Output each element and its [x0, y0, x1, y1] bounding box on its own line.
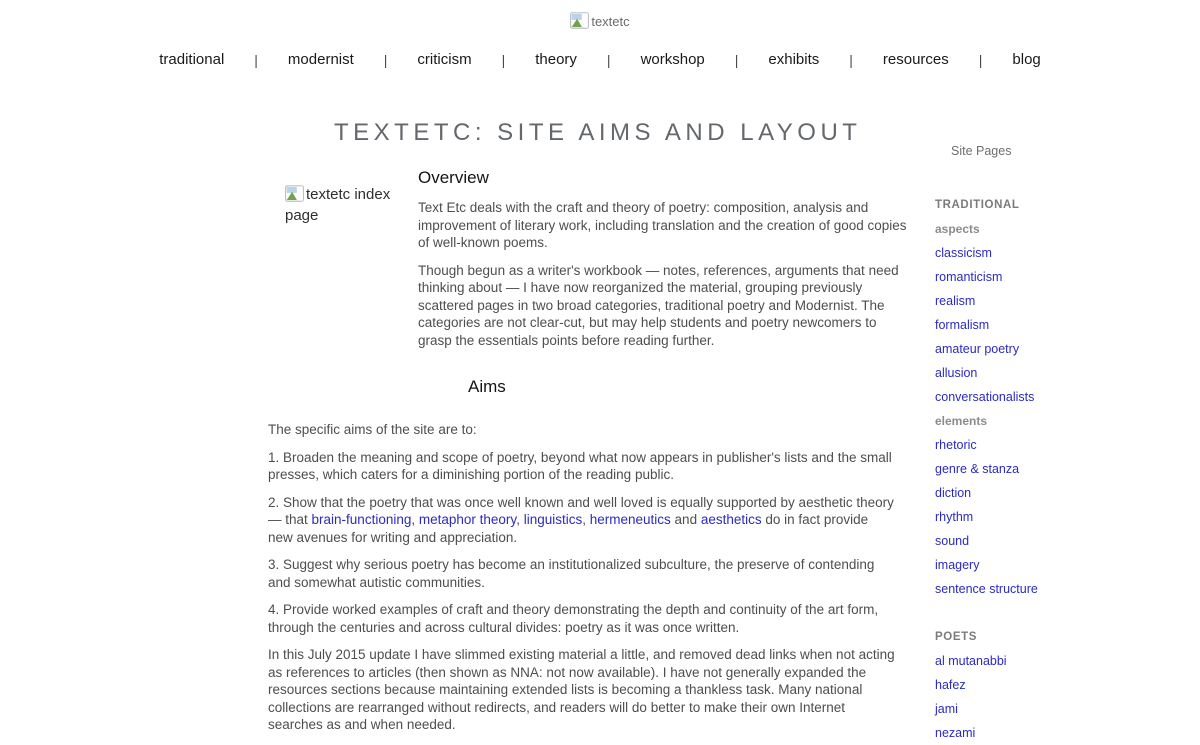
inline-link-brain-functioning[interactable]: brain-functioning [311, 512, 412, 527]
aims-points [268, 449, 895, 637]
aims-point: 4. Provide worked examples of craft and theory demonstrating the depth and continuity of the art form, through the centuries and across cultural divides: poetry as it was once written. [268, 602, 879, 635]
nav-item-exhibits[interactable]: exhibits [768, 51, 820, 68]
sidebar-item-jami[interactable]: jami [935, 702, 958, 716]
sidebar-item-genre-stanza[interactable]: genre & stanza [935, 462, 1020, 476]
sidebar-sections [935, 193, 1065, 745]
aims-point: 1. Broaden the meaning and scope of poetry, beyond what now appears in publisher's lists and the small presses, which caters for a diminishing portion of the reading public. [268, 449, 892, 482]
broken-image-icon [570, 12, 589, 32]
inline-link-aesthetics[interactable]: aesthetics [700, 512, 762, 527]
nav-item-modernist[interactable]: modernist [287, 51, 354, 68]
sidebar-item-romanticism[interactable]: romanticism [935, 270, 1003, 284]
sidebar-item-conversationalists[interactable]: conversationalists [935, 390, 1035, 404]
sidebar-item-classicism[interactable]: classicism [935, 246, 992, 260]
aims-point: 2. Show that the poetry that was once well known and well loved is equally supported by aesthetic theory — that brain-functioning, metaphor theory, linguistics, hermeneutics and aesthetics do in fact provide new avenues for writing and appreciation. [268, 494, 894, 545]
sidebar-item-sentence-structure[interactable]: sentence structure [935, 582, 1038, 596]
site-logo [0, 12, 1200, 32]
sidebar-item-nezami[interactable]: nezami [935, 726, 976, 740]
nav-separator: | [254, 51, 258, 68]
sidebar-item-amateur-poetry[interactable]: amateur poetry [935, 342, 1020, 356]
nav-item-traditional[interactable]: traditional [159, 51, 225, 68]
site-logo-alt-text: textetc [591, 14, 630, 29]
broken-image-icon [285, 185, 304, 207]
aims-heading: Aims [468, 377, 506, 396]
sidebar-item-allusion[interactable]: allusion [935, 366, 978, 380]
nav-separator: | [849, 51, 853, 68]
overview-section [285, 168, 907, 359]
sidebar-item-rhythm[interactable]: rhythm [935, 510, 974, 524]
sidebar-title: Site Pages [951, 144, 1012, 158]
update-note: In this July 2015 update I have slimmed existing material a little, and removed dead links when not acting as references to articles (then shown as NNA: not now available). I have not generally expanded the resources sections because maintaining extended lists is becoming a thankless task. Many national collections are rearranged without redirects, and readers will do better to make their own Internet searches as and when needed. [268, 647, 895, 732]
nav-separator: | [978, 51, 983, 68]
sidebar-item-sound[interactable]: sound [935, 534, 970, 548]
index-image-alt-text: textetc index page [285, 186, 391, 224]
aims-body [268, 421, 895, 744]
sidebar [935, 139, 1065, 745]
sidebar-item-diction[interactable]: diction [935, 486, 972, 500]
nav-separator: | [606, 51, 611, 68]
nav-item-theory[interactable]: theory [535, 51, 577, 68]
sidebar-item-imagery[interactable]: imagery [935, 558, 980, 572]
overview-paragraph: Though begun as a writer's workbook — notes, references, arguments that need thinking about — I have now reorganized the material, grouping previously scattered pages in two broad categories, traditional poetry and Modernist. The categories are not clear-cut, but may help students and poetry newcomers to grasp the essentials points before reading further. [418, 262, 899, 348]
overview-heading: Overview [418, 168, 489, 187]
sidebar-item-realism[interactable]: realism [935, 294, 976, 308]
sidebar-item-formalism[interactable]: formalism [935, 318, 990, 332]
index-page-image-placeholder[interactable] [285, 168, 418, 359]
sidebar-item-rhetoric[interactable]: rhetoric [935, 438, 977, 452]
overview-paragraph: Text Etc deals with the craft and theory of poetry: composition, analysis and improvement of literary work, including translation and the creation of good copies of well-known poems. [418, 200, 907, 250]
overview-paragraphs [418, 199, 907, 349]
inline-link-hermeneutics[interactable]: hermeneutics [589, 512, 671, 527]
nav-item-workshop[interactable]: workshop [640, 51, 705, 68]
sidebar-item-hafez[interactable]: hafez [935, 678, 966, 692]
page-title: TEXTETC: SITE AIMS AND LAYOUT [334, 119, 862, 146]
inline-link-linguistics[interactable]: linguistics [523, 512, 583, 527]
overview-column [418, 168, 907, 359]
sidebar-section-heading-poets: POETS [935, 631, 977, 643]
aims-intro: The specific aims of the site are to: [268, 422, 477, 437]
sidebar-item-aspects: aspects [935, 222, 980, 236]
nav-separator: | [383, 51, 388, 68]
nav-item-resources[interactable]: resources [882, 51, 949, 68]
top-navigation [0, 51, 1200, 68]
sidebar-item-elements: elements [935, 414, 988, 428]
aims-point: 3. Suggest why serious poetry has become an institutionalized subculture, the preserve of contending and somewhat autistic communities. [268, 557, 875, 590]
nav-separator: | [501, 51, 506, 68]
nav-separator: | [734, 51, 739, 68]
sidebar-item-al-mutanabbi[interactable]: al mutanabbi [935, 654, 1007, 668]
inline-link-metaphor-theory[interactable]: metaphor theory [418, 512, 517, 527]
nav-item-criticism[interactable]: criticism [417, 51, 472, 68]
nav-item-blog[interactable]: blog [1012, 51, 1041, 68]
sidebar-section-heading-traditional: TRADITIONAL [935, 199, 1020, 211]
